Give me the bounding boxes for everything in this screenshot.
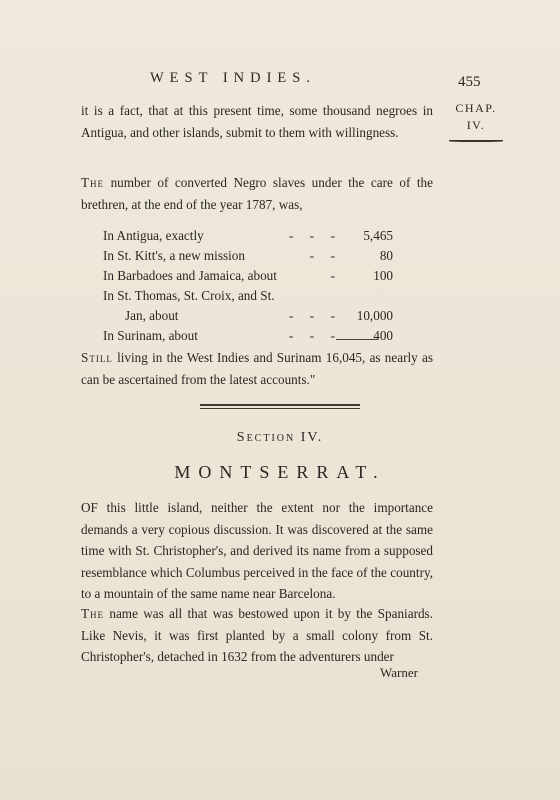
row-label: Jan, about	[125, 308, 179, 323]
paragraph-2	[81, 172, 433, 215]
page-number: 455	[458, 74, 481, 90]
chapter-number: IV.	[466, 118, 486, 132]
paragraph-5	[81, 603, 433, 668]
row-label: In Surinam, about	[103, 328, 198, 343]
table-row	[103, 226, 393, 246]
row-value	[349, 286, 393, 306]
row-dashes: - -	[309, 248, 335, 263]
chapter-label: CHAP.	[455, 101, 497, 115]
row-label: In St. Kitt's, a new mission	[103, 248, 245, 263]
table-row	[103, 326, 393, 346]
paragraph-5-body: name was all that was bestowed upon it by the Spaniards. Like Nevis, it was first planted by a small colony from St. Christopher's, detached in 1632 from the adventurers under	[81, 606, 433, 664]
row-label: In Antigua, exactly	[103, 228, 204, 243]
paragraph-3	[81, 347, 433, 390]
chapter-rule	[449, 140, 503, 142]
paragraph-4: OF this little island, neither the extent nor the importance demands a very copious discussion. It was discovered at the same time with St. Christopher's, and derived its name from a supposed resemblance which Columbus perceived in the face of the country, to a mountain of the same name near Barcelona.	[81, 500, 433, 601]
row-dashes: -	[330, 268, 335, 283]
sum-rule	[336, 339, 378, 340]
running-title: WEST INDIES.	[150, 70, 316, 86]
table-row	[103, 246, 393, 266]
row-dashes: - - -	[288, 308, 335, 323]
section-heading	[0, 430, 560, 446]
section-title: Section IV.	[236, 430, 324, 445]
row-value: 10,000	[356, 308, 393, 323]
paragraph-2-lead: The	[81, 175, 105, 190]
paragraph-3-body: living in the West Indies and Surinam 16,045, as nearly as can be ascertained from the latest accounts."	[81, 350, 433, 387]
table-row	[103, 286, 393, 306]
place-heading: MONTSERRAT.	[174, 462, 386, 482]
paragraph-2-body: number of converted Negro slaves under the care of the brethren, at the end of the year 1787, was,	[81, 175, 433, 212]
row-label: In Barbadoes and Jamaica, about	[103, 268, 277, 283]
section-divider	[200, 404, 360, 411]
row-label: In St. Thomas, St. Croix, and St.	[103, 288, 275, 303]
row-dashes: - - -	[288, 228, 335, 243]
table-row	[103, 306, 393, 326]
catchword: Warner	[380, 665, 418, 680]
row-value: 5,465	[363, 228, 393, 243]
row-value: 80	[379, 248, 393, 263]
convert-table	[103, 226, 393, 346]
row-dashes: - - -	[288, 328, 335, 343]
chapter-marker	[446, 100, 506, 142]
row-value: 100	[373, 268, 393, 283]
paragraph-5-lead: The	[81, 606, 105, 621]
table-row	[103, 266, 393, 286]
row-value: 400	[373, 328, 393, 343]
paragraph-3-lead: Still	[81, 350, 113, 365]
paragraph-1: it is a fact, that at this present time, some thousand negroes in Antigua, and other islands, submit to them with willingness.	[81, 103, 433, 140]
